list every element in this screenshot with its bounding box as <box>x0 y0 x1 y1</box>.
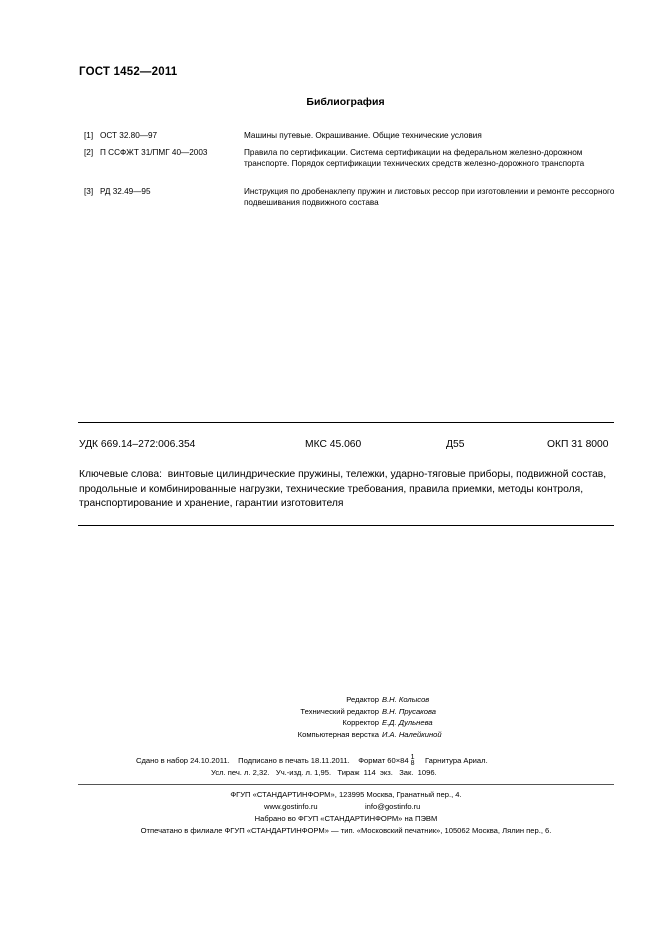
udk-code: УДК 669.14–272:006.354 <box>79 439 196 450</box>
bibliography-item-code: РД 32.49—95 <box>100 187 151 196</box>
credit-name: Е.Д. Дульнева <box>382 718 433 728</box>
bibliography-item <box>84 131 614 143</box>
divider <box>78 422 614 423</box>
credit-role: Редактор <box>346 695 379 704</box>
credit-role: Технический редактор <box>300 706 379 716</box>
bibliography-item <box>84 148 614 182</box>
credit-role: Корректор <box>342 718 379 728</box>
keywords-block <box>79 468 619 512</box>
mks-code: МКС 45.060 <box>305 439 362 450</box>
keywords-label: Ключевые слова: <box>79 469 162 480</box>
keywords-text: винтовые цилиндрические пружины, тележки, ударно-тяговые приборы, подвижной состав, продольные и комбинированные нагрузки, технические требования, правила приемки, методы контроля, транспортирование и хранение, гарантии изготовителя <box>79 469 607 509</box>
credits-roles <box>160 694 379 740</box>
print-info-line-2: Усл. печ. л. 2,32. Уч.-изд. л. 1,95. Тираж 114 экз. Зак. 1096. <box>211 768 437 777</box>
document-code-header: ГОСТ 1452—2011 <box>79 66 178 78</box>
divider <box>78 784 614 785</box>
print-info-line-1 <box>136 755 488 767</box>
publisher-address: ФГУП «СТАНДАРТИНФОРМ», 123995 Москва, Гранатный пер., 4. <box>230 790 462 799</box>
bibliography-item-code: ОСТ 32.80—97 <box>100 131 158 140</box>
d-code: Д55 <box>446 439 465 450</box>
format-fraction <box>411 755 415 767</box>
bibliography-item-description: Инструкция по дробенаклепу пружин и листовых рессор при изготовлении и ремонте рессорного подвешивания подвижного состава <box>244 187 615 207</box>
bibliography-item-code: П ССФЖТ 31/ПМГ 40—2003 <box>100 148 208 157</box>
publisher-email[interactable]: info@gostinfo.ru <box>365 802 421 811</box>
bibliography-item-description: Правила по сертификации. Система сертификации на федеральном железно-дорожном транспорте. Порядок сертификации технических средств железно-дорожного транспорта <box>244 148 585 168</box>
signed-date: Подписано в печать 18.11.2011. <box>238 756 350 765</box>
bibliography-item-number: [1] <box>84 131 94 140</box>
format-numerator: 1 <box>410 754 415 761</box>
typeset-date: Сдано в набор 24.10.2011. <box>136 756 230 765</box>
bibliography-item-description: Машины путевые. Окрашивание. Общие технические условия <box>244 131 482 140</box>
bibliography-item-number: [3] <box>84 187 94 196</box>
format: Формат 60×84 <box>358 756 409 765</box>
printed-note: Отпечатано в филиале ФГУП «СТАНДАРТИНФОРМ» — тип. «Московский печатник», 105062 Москва, Лялин пер., 6. <box>140 826 552 835</box>
format-denominator: 8 <box>410 760 415 767</box>
credits-names <box>382 694 502 740</box>
credit-name: И.А. Налейкиной <box>382 729 442 739</box>
publisher-website[interactable]: www.gostinfo.ru <box>264 802 318 811</box>
credit-role: Компьютерная верстка <box>297 729 379 739</box>
bibliography-item-number: [2] <box>84 148 94 157</box>
typeset-note: Набрано во ФГУП «СТАНДАРТИНФОРМ» на ПЭВМ <box>254 814 438 823</box>
credit-name: В.Н. Прусакова <box>382 706 436 716</box>
okp-code: ОКП 31 8000 <box>547 439 609 450</box>
divider <box>78 525 614 526</box>
bibliography-title: Библиография <box>306 96 385 108</box>
credit-name: В.Н. Колысов <box>382 695 430 704</box>
bibliography-item <box>84 187 614 211</box>
typeface: Гарнитура Ариал. <box>425 756 488 765</box>
